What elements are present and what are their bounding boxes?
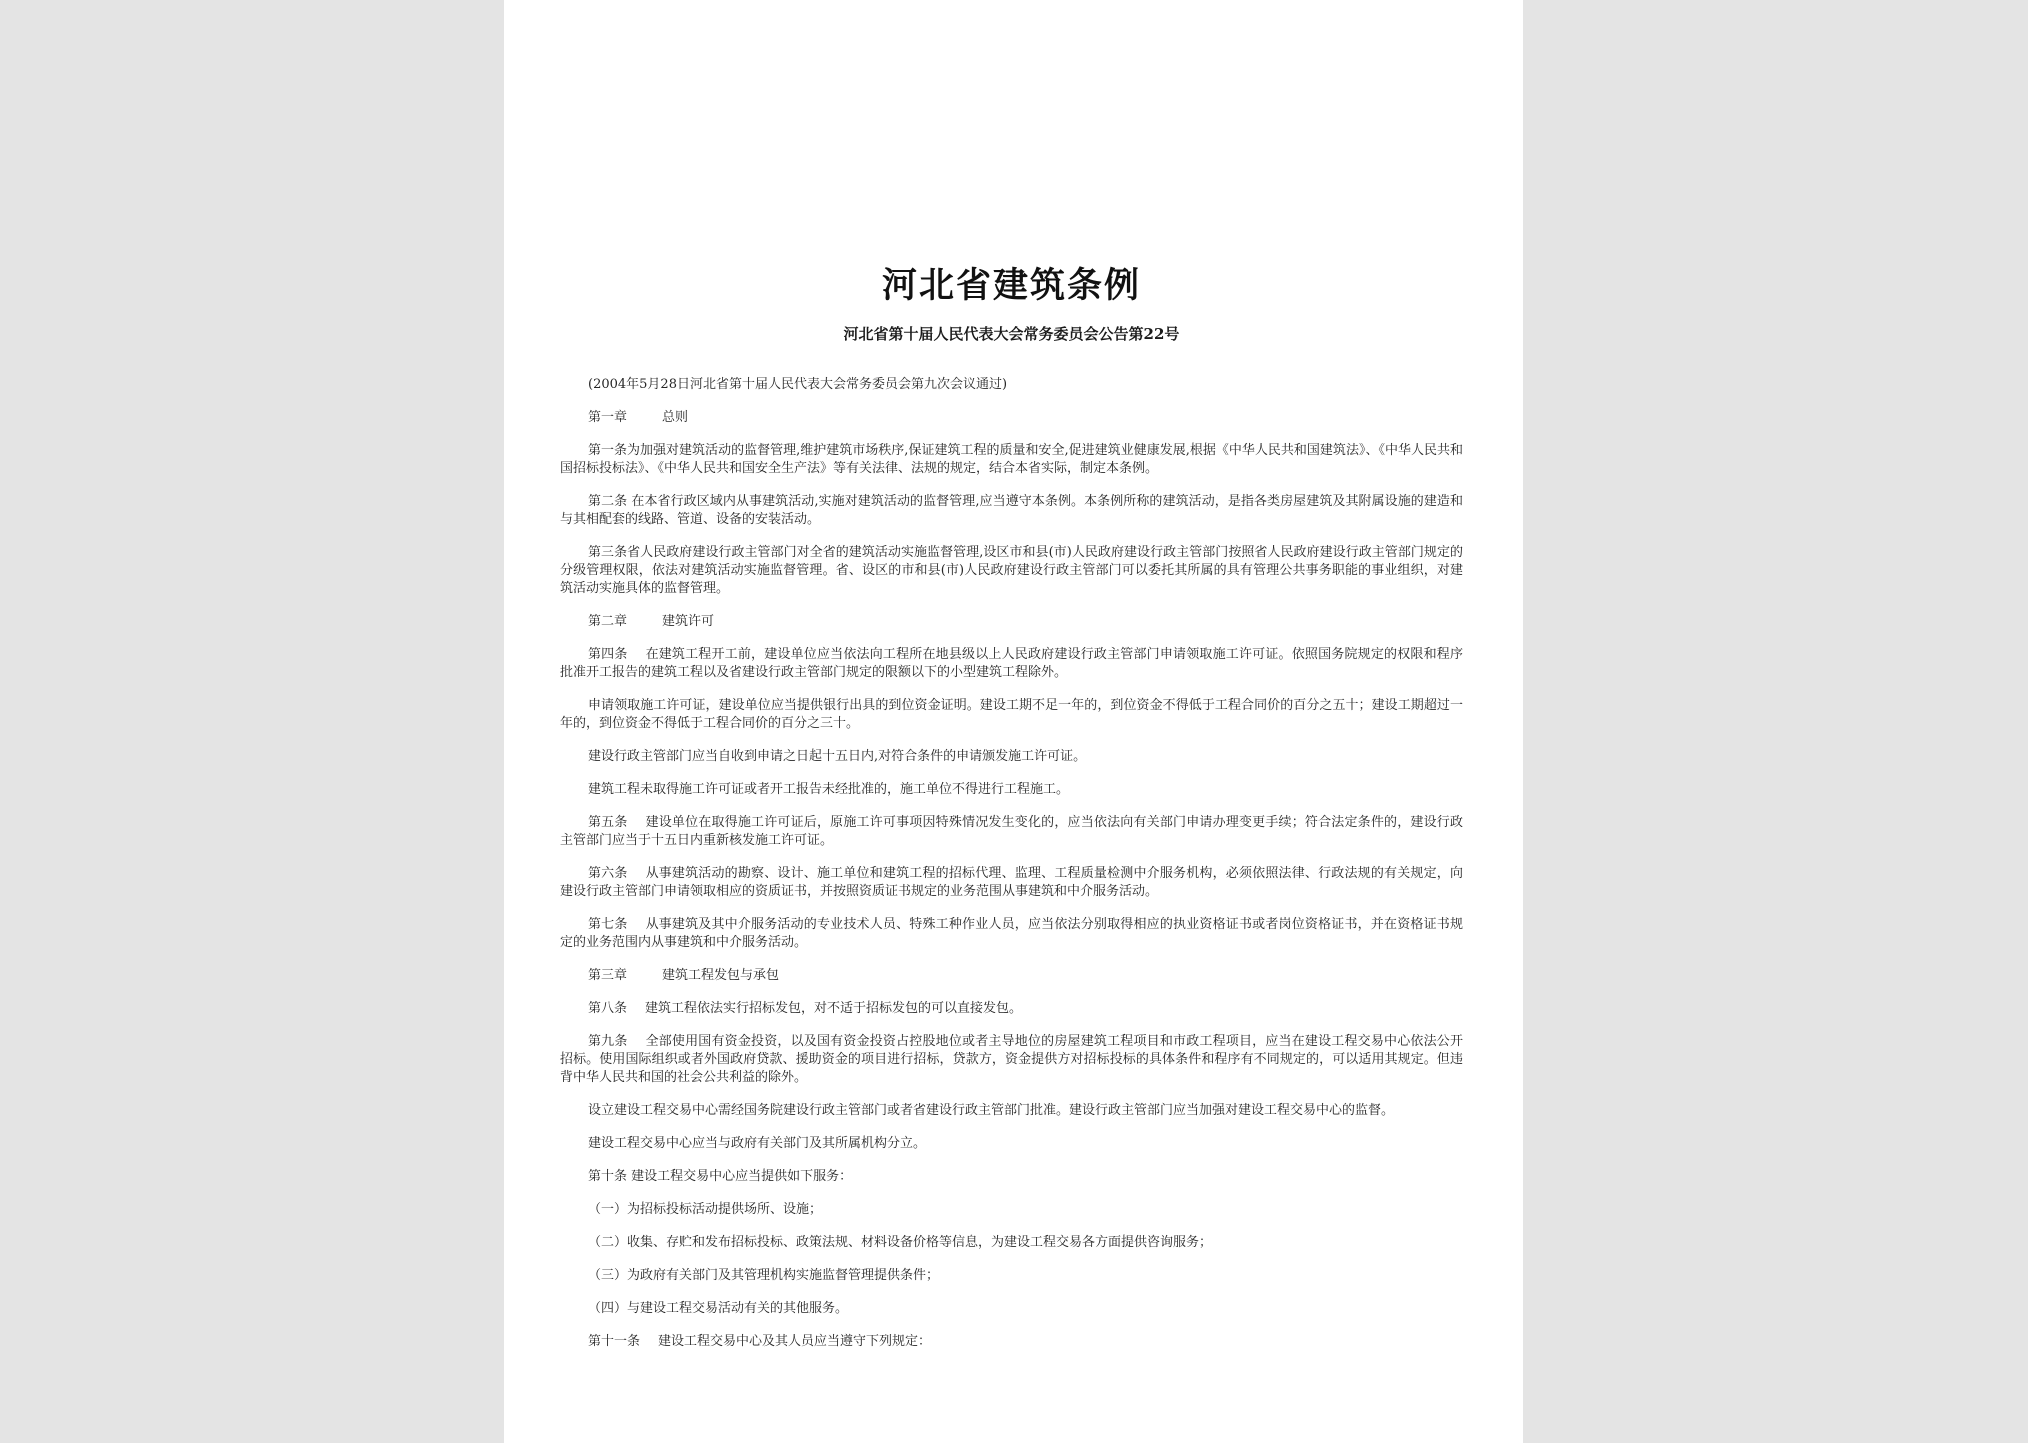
paragraph-text: 设立建设工程交易中心需经国务院建设行政主管部门或者省建设行政主管部门批准。建设行政主管部门应当加强对建设工程交易中心的监督。	[588, 1103, 1395, 1118]
article-paragraph	[560, 544, 1463, 598]
article-label: 第九条	[588, 1034, 628, 1049]
paragraph-text: 从事建筑活动的勘察、设计、施工单位和建筑工程的招标代理、监理、工程质量检测中介服务机构，必须依照法律、行政法规的有关规定，向建设行政主管部门申请领取相应的资质证书，并按照资质证书规定的业务范围从事建筑和中介服务活动。	[560, 866, 1463, 899]
paragraph-text: 建设工程交易中心及其人员应当遵守下列规定：	[658, 1334, 932, 1349]
article-label: 第五条	[588, 815, 628, 830]
article-paragraph	[560, 1168, 1463, 1186]
chapter-heading	[560, 613, 1463, 631]
article-label: 第七条	[588, 917, 628, 932]
article-paragraph	[560, 748, 1463, 766]
chapter-number: 第三章	[588, 968, 628, 983]
article-paragraph	[560, 1033, 1463, 1087]
paragraph-text: 申请领取施工许可证，建设单位应当提供银行出具的到位资金证明。建设工期不足一年的，到位资金不得低于工程合同价的百分之五十；建设工期超过一年的，到位资金不得低于工程合同价的百分之三十。	[560, 698, 1463, 731]
paragraph-text: (2004年5月28日河北省第十届人民代表大会常务委员会第九次会议通过)	[588, 377, 1008, 392]
paragraph-text: 在建筑工程开工前，建设单位应当依法向工程所在地县级以上人民政府建设行政主管部门申请领取施工许可证。依照国务院规定的权限和程序批准开工报告的建筑工程以及省建设行政主管部门规定的限额以下的小型建筑工程除外。	[560, 647, 1463, 680]
chapter-name: 建筑工程发包与承包	[662, 968, 780, 983]
article-paragraph	[560, 442, 1463, 478]
article-paragraph	[560, 1135, 1463, 1153]
paragraph-text: （三）为政府有关部门及其管理机构实施监督管理提供条件；	[588, 1268, 940, 1283]
paragraph-text: 建设工程交易中心应当与政府有关部门及其所属机构分立。	[588, 1136, 927, 1151]
article-label: 第四条	[588, 647, 628, 662]
article-paragraph	[560, 697, 1463, 733]
document-title: 河北省建筑条例	[881, 265, 1141, 306]
chapter-name: 建筑许可	[662, 614, 715, 629]
article-label: 第六条	[588, 866, 628, 881]
article-label: 第八条	[588, 1001, 628, 1016]
paragraph-text: 第三条省人民政府建设行政主管部门对全省的建筑活动实施监督管理,设区市和县(市)人民政府建设行政主管部门按照省人民政府建设行政主管部门规定的分级管理权限，依法对建筑活动实施监督管理。省、设区的市和县(市)人民政府建设行政主管部门可以委托其所属的具有管理公共事务职能的事业组织，对建筑活动实施具体的监督管理。	[560, 545, 1463, 596]
paragraph-text: （一）为招标投标活动提供场所、设施；	[588, 1202, 823, 1217]
paragraph-text: 建设行政主管部门应当自收到申请之日起十五日内,对符合条件的申请颁发施工许可证。	[588, 749, 1087, 764]
article-paragraph	[560, 493, 1463, 529]
paragraph-text: 第十条 建设工程交易中心应当提供如下服务：	[588, 1169, 853, 1184]
chapter-heading	[560, 967, 1463, 985]
chapter-name: 总则	[662, 410, 689, 425]
article-paragraph	[560, 1201, 1463, 1219]
document-subtitle: 河北省第十届人民代表大会常务委员会公告第22号	[843, 325, 1180, 343]
article-paragraph	[560, 1000, 1463, 1018]
article-paragraph	[560, 814, 1463, 850]
paragraph-text: （四）与建设工程交易活动有关的其他服务。	[588, 1301, 849, 1316]
article-paragraph	[560, 1300, 1463, 1318]
paragraph-text: 建筑工程未取得施工许可证或者开工报告未经批准的，施工单位不得进行工程施工。	[588, 782, 1070, 797]
chapter-heading	[560, 409, 1463, 427]
paragraph-text: 第一条为加强对建筑活动的监督管理,维护建筑市场秩序,保证建筑工程的质量和安全,促进建筑业健康发展,根据《中华人民共和国建筑法》、《中华人民共和国招标投标法》、《中华人民共和国安全生产法》等有关法律、法规的规定，结合本省实际，制定本条例。	[560, 443, 1463, 476]
document-body	[560, 376, 1463, 1351]
article-label: 第十一条	[588, 1334, 641, 1349]
paragraph-text: 全部使用国有资金投资，以及国有资金投资占控股地位或者主导地位的房屋建筑工程项目和市政工程项目，应当在建设工程交易中心依法公开招标。使用国际组织或者外国政府贷款、援助资金的项目进行招标，贷款方，资金提供方对招标投标的具体条件和程序有不同规定的，可以适用其规定。但违背中华人民共和国的社会公共利益的除外。	[560, 1034, 1463, 1085]
article-paragraph	[560, 1102, 1463, 1120]
document-page	[504, 0, 1523, 1443]
paragraph-text: 建筑工程依法实行招标发包，对不适于招标发包的可以直接发包。	[645, 1001, 1023, 1016]
adoption-note	[560, 376, 1463, 394]
article-paragraph	[560, 646, 1463, 682]
chapter-number: 第二章	[588, 614, 628, 629]
article-paragraph	[560, 1333, 1463, 1351]
paragraph-text: 建设单位在取得施工许可证后，原施工许可事项因特殊情况发生变化的，应当依法向有关部门申请办理变更手续；符合法定条件的，建设行政主管部门应当于十五日内重新核发施工许可证。	[560, 815, 1463, 848]
article-paragraph	[560, 865, 1463, 901]
article-paragraph	[560, 1234, 1463, 1252]
article-paragraph	[560, 916, 1463, 952]
chapter-number: 第一章	[588, 410, 628, 425]
article-paragraph	[560, 781, 1463, 799]
paragraph-text: 第二条 在本省行政区域内从事建筑活动,实施对建筑活动的监督管理,应当遵守本条例。本条例所称的建筑活动，是指各类房屋建筑及其附属设施的建造和与其相配套的线路、管道、设备的安装活动。	[560, 494, 1463, 527]
paragraph-text: （二）收集、存贮和发布招标投标、政策法规、材料设备价格等信息，为建设工程交易各方面提供咨询服务；	[588, 1235, 1213, 1250]
paragraph-text: 从事建筑及其中介服务活动的专业技术人员、特殊工种作业人员，应当依法分别取得相应的执业资格证书或者岗位资格证书，并在资格证书规定的业务范围内从事建筑和中介服务活动。	[560, 917, 1463, 950]
article-paragraph	[560, 1267, 1463, 1285]
